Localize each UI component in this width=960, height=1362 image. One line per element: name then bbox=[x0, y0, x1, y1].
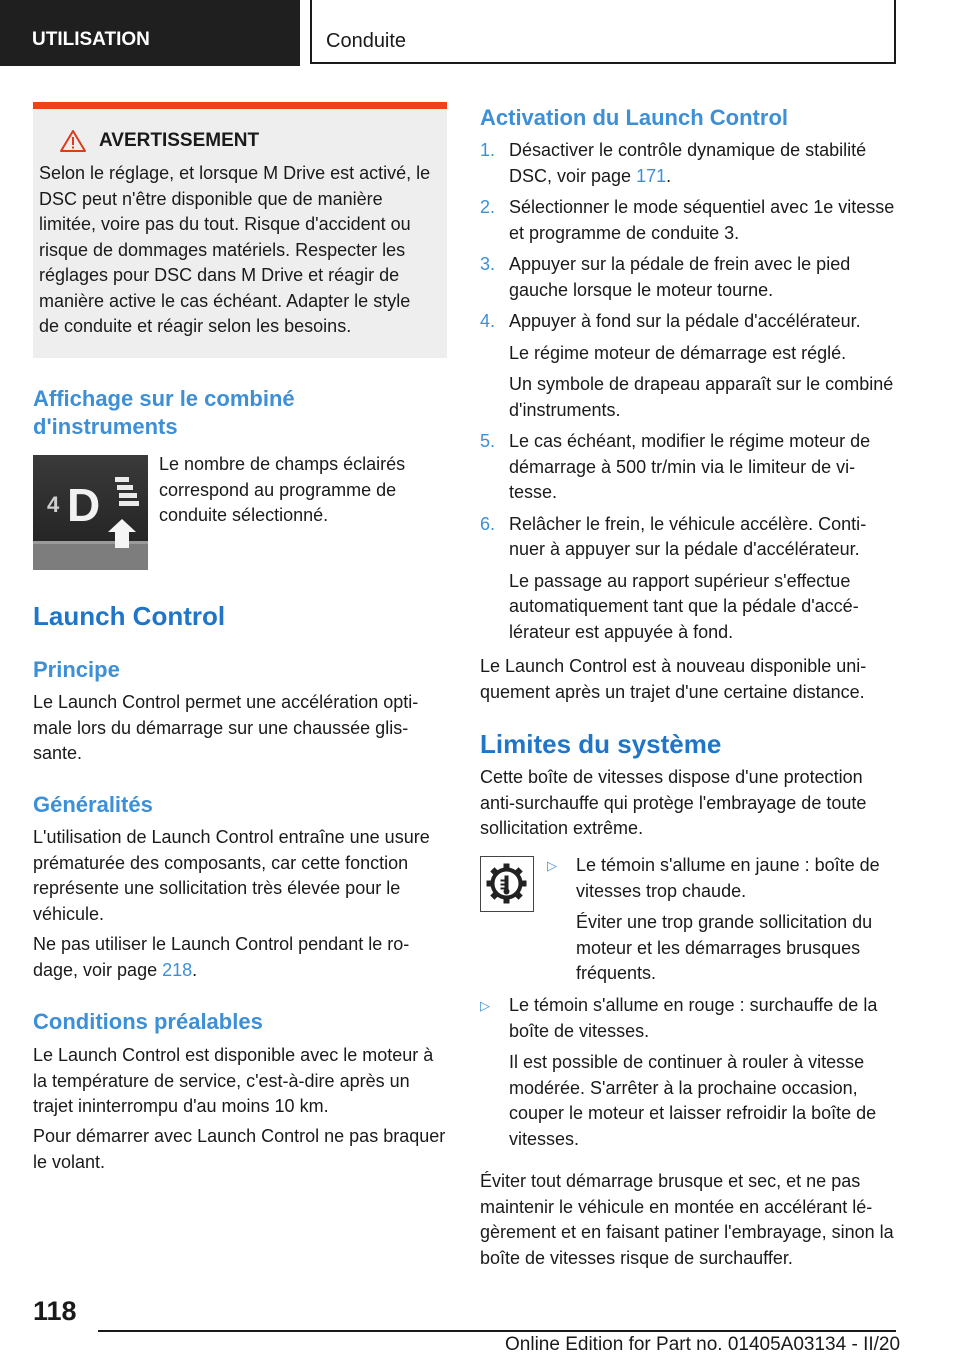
step-sub: Un symbole de drapeau apparaît sur le combiné d'instruments. bbox=[509, 374, 894, 420]
step-3 bbox=[480, 252, 896, 303]
warning-title: AVERTISSEMENT bbox=[99, 130, 260, 151]
step-text: Désactiver le contrôle dynamique de stabilité DSC, voir page bbox=[509, 140, 867, 186]
step-number: 1. bbox=[480, 140, 496, 160]
page-number: 118 bbox=[33, 1296, 77, 1326]
principe-title: Principe bbox=[33, 657, 120, 682]
affichage-text: Le nombre de champs éclairés correspond au programme de conduite sélectionné. bbox=[159, 454, 406, 525]
step-number: 3. bbox=[480, 254, 496, 274]
step-sub: Le passage au rapport supérieur s'effectue automatiquement tant que la pédale d'accélérateur est appuyée à fond. bbox=[509, 570, 859, 642]
red-bullet-list bbox=[480, 993, 896, 1152]
gearbox-temperature-icon bbox=[480, 856, 534, 912]
bullet-red bbox=[480, 993, 896, 1152]
triangle-right-icon: ▷ bbox=[547, 858, 557, 873]
bullet-yellow-text: Le témoin s'allume en jaune : boîte de vitesses trop chaude. bbox=[576, 855, 880, 901]
bullet-yellow bbox=[547, 853, 896, 987]
step-2 bbox=[480, 195, 896, 246]
conditions-text1: Le Launch Control est disponible avec le moteur à la température de service, c'est-à-dire après un trajet ininterrompu d'au moins 10 km. bbox=[33, 1045, 434, 1116]
affichage-title-line1: Affichage sur le combiné bbox=[33, 386, 295, 411]
page-link-218[interactable]: 218 bbox=[162, 959, 193, 980]
generalites-text2-b: . bbox=[192, 959, 198, 980]
warning-box bbox=[33, 102, 447, 358]
step-4 bbox=[480, 309, 896, 423]
step-number: 2. bbox=[480, 197, 496, 217]
gear-warning-icon bbox=[481, 857, 532, 910]
step-sub: Le régime moteur de démarrage est réglé. bbox=[509, 342, 847, 363]
warning-triangle-icon bbox=[59, 129, 87, 153]
generalites-text2 bbox=[33, 932, 447, 983]
activation-after: Le Launch Control est à nouveau disponible uniquement après un trajet d'une certaine distance. bbox=[480, 656, 867, 702]
conditions-title: Conditions préalables bbox=[33, 1009, 263, 1034]
header-chapter-label: Conduite bbox=[310, 0, 896, 64]
bullet-yellow-sub: Éviter une trop grande sollicitation du moteur et les démarrages brusques fréquents. bbox=[576, 912, 873, 983]
page-link-171[interactable]: 171 bbox=[636, 165, 667, 186]
bullet-red-text: Le témoin s'allume en rouge : surchauffe de la boîte de vitesses. bbox=[509, 995, 878, 1041]
triangle-right-icon: ▷ bbox=[480, 998, 490, 1013]
affichage-title bbox=[33, 385, 447, 441]
step-after: . bbox=[666, 165, 672, 186]
step-text: Appuyer sur la pédale de frein avec le pied gauche lorsque le moteur tourne. bbox=[509, 254, 851, 300]
activation-title: Activation du Launch Control bbox=[480, 105, 788, 130]
bullet-red-sub: Il est possible de continuer à rouler à vitesse modérée. S'arrêter à la prochaine occasion, couper le moteur et laisser refroidir la boîte de vitesses. bbox=[509, 1052, 877, 1149]
principe-text: Le Launch Control permet une accélération optimale lors du démarrage sur une chaussée glissante. bbox=[33, 692, 419, 763]
limites-final: Éviter tout démarrage brusque et sec, et ne pas maintenir le véhicule en montée en accélérant légèrement et en faisant patiner l'embrayage, sinon la boîte de vitesses risque de surchauffer. bbox=[480, 1171, 894, 1268]
generalites-text1: L'utilisation de Launch Control entraîne une usure prématurée des composants, car cette fonction représente une sollicitation très élevée pour le véhicule. bbox=[33, 827, 430, 924]
limites-intro: Cette boîte de vitesses dispose d'une protection anti-surchauffe qui protège l'embrayage de toute sollicitation extrême. bbox=[480, 767, 867, 838]
warning-header bbox=[39, 129, 435, 153]
conditions-text2: Pour démarrer avec Launch Control ne pas braquer le volant. bbox=[33, 1126, 446, 1172]
affichage-title-line2: d'instruments bbox=[33, 414, 178, 439]
step-5 bbox=[480, 429, 896, 506]
gear-small: 4 bbox=[47, 492, 60, 517]
step-1 bbox=[480, 138, 896, 189]
generalites-text2-a: Ne pas utiliser le Launch Control pendant le rodage, voir page bbox=[33, 934, 410, 980]
limites-title: Limites du système bbox=[480, 729, 722, 759]
drive-mode-display-icon bbox=[33, 455, 148, 570]
step-text: Relâcher le frein, le véhicule accélère. Continuer à appuyer sur la pédale d'accélérateur. bbox=[509, 513, 867, 559]
launch-title: Launch Control bbox=[33, 601, 226, 631]
step-number: 5. bbox=[480, 431, 496, 451]
step-number: 6. bbox=[480, 513, 496, 534]
header-section-label: UTILISATION bbox=[0, 0, 300, 66]
warning-body: Selon le réglage, et lorsque M Drive est activé, le DSC peut n'être disponible que de manière limitée, voire pas du tout. Risque d'accident ou risque de dommages matériels. Respecter les réglages pour DSC dans M Drive et réagir de manière active le cas échéant. Adapter le style de conduite et réagir selon les besoins. bbox=[39, 163, 431, 336]
gear-big: D bbox=[67, 479, 101, 531]
step-text: Le cas échéant, modifier le régime moteur de démarrage à 500 tr/min via le limiteur de vitesse. bbox=[509, 431, 871, 502]
instrument-cluster-image bbox=[33, 455, 148, 570]
step-number: 4. bbox=[480, 311, 496, 331]
footer-edition: Online Edition for Part no. 01405A03134 - II/20 bbox=[505, 1334, 901, 1355]
step-text: Appuyer à fond sur la pédale d'accélérateur. bbox=[509, 311, 861, 331]
footer-divider bbox=[98, 1330, 896, 1332]
generalites-title: Généralités bbox=[33, 792, 153, 817]
activation-steps bbox=[480, 138, 896, 651]
step-text: Sélectionner le mode séquentiel avec 1e vitesse et programme de conduite 3. bbox=[509, 197, 895, 243]
yellow-bullet-list bbox=[547, 853, 896, 987]
step-6 bbox=[480, 512, 896, 646]
